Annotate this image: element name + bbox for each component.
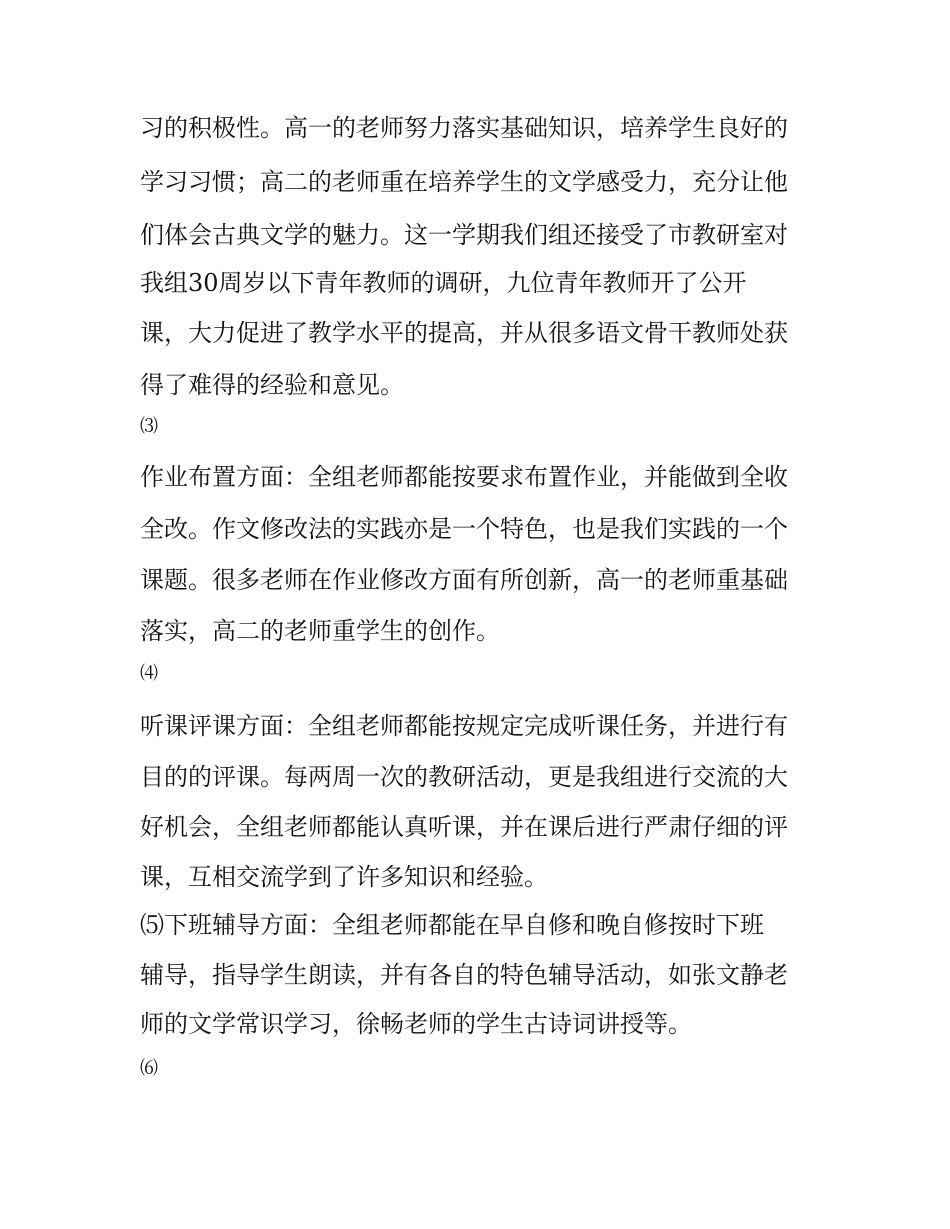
text-line-2: 学习习惯；高二的老师重在培养学生的文学感受力，充分让他	[140, 168, 788, 196]
section-number-4: ⑷	[140, 663, 158, 684]
text-line-1: 习的积极性。高一的老师努力落实基础知识，培养学生良好的	[140, 114, 788, 142]
text-line-8: 全改。作文修改法的实践亦是一个特色，也是我们实践的一个	[140, 515, 788, 543]
text-line-15: ⑸下班辅导方面：全组老师都能在早自修和晚自修按时下班	[140, 911, 764, 939]
text-line-3: 们体会古典文学的魅力。这一学期我们组还接受了市教研室对	[140, 221, 788, 249]
text-line-9: 课题。很多老师在作业修改方面有所创新，高一的老师重基础	[140, 566, 788, 594]
text-line-6: 得了难得的经验和意见。	[140, 371, 404, 399]
text-line-7: 作业布置方面：全组老师都能按要求布置作业，并能做到全收	[140, 463, 788, 491]
text-line-11: 听课评课方面：全组老师都能按规定完成听课任务，并进行有	[140, 712, 788, 740]
text-line-16: 辅导，指导学生朗读，并有各自的特色辅导活动，如张文静老	[140, 961, 788, 989]
text-line-4: 我组30周岁以下青年教师的调研，九位青年教师开了公开	[140, 269, 747, 297]
text-line-14: 课，互相交流学到了许多知识和经验。	[140, 863, 548, 891]
section-number-3: ⑶	[140, 416, 158, 437]
text-line-10: 落实，高二的老师重学生的创作。	[140, 617, 500, 645]
text-line-17: 师的文学常识学习，徐畅老师的学生古诗词讲授等。	[140, 1010, 692, 1038]
text-line-13: 好机会，全组老师都能认真听课，并在课后进行严肃仔细的评	[140, 813, 788, 841]
text-line-5: 课，大力促进了教学水平的提高，并从很多语文骨干教师处获	[140, 319, 788, 347]
section-number-6: ⑹	[140, 1058, 158, 1079]
text-line-12: 目的的评课。每两周一次的教研活动，更是我组进行交流的大	[140, 763, 788, 791]
